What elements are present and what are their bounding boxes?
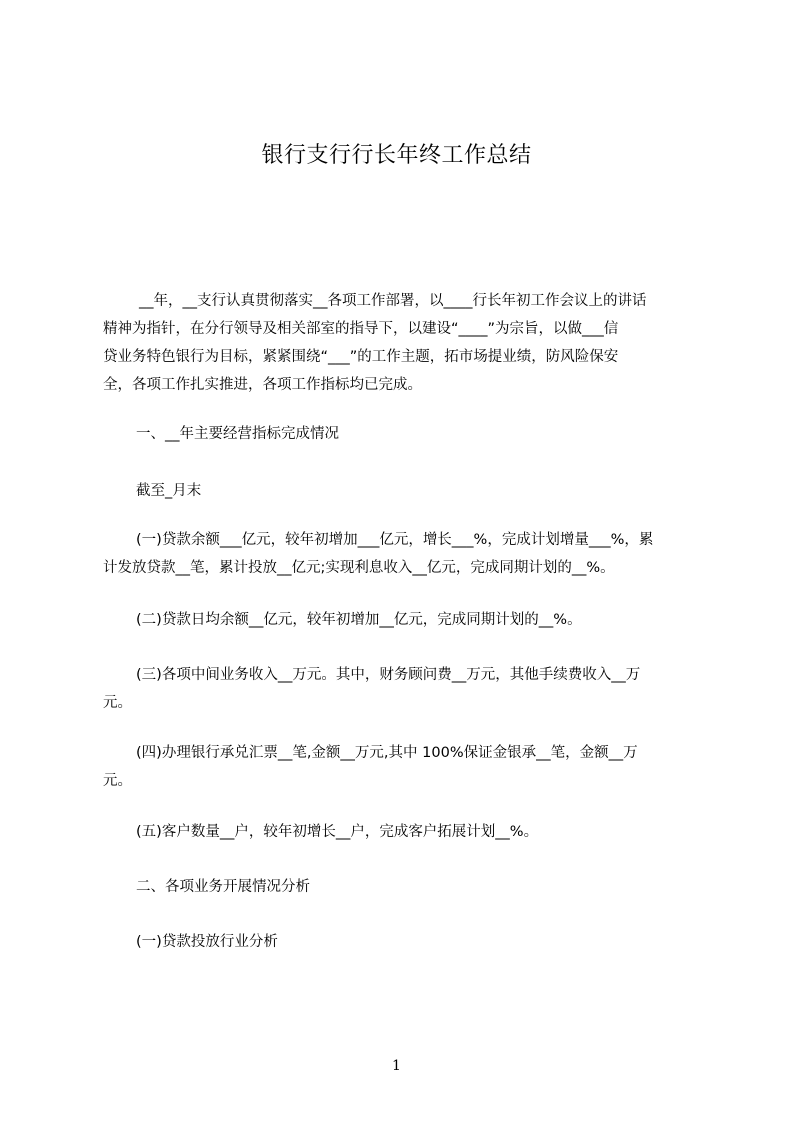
item-5-paragraph (103, 818, 701, 846)
intro-line-4: 全，各项工作扎实推进，各项工作指标均已完成。 (103, 377, 422, 393)
intro-paragraph (103, 287, 701, 399)
item-2-line-1: (二)贷款日均余额__亿元，较年初增加__亿元，完成同期计划的__%。 (136, 612, 582, 628)
as-of-line (103, 477, 701, 505)
as-of-text: 截至_月末 (136, 483, 202, 499)
document-title: 银行支行行长年终工作总结 (261, 143, 532, 168)
item-4-line-1: (四)办理银行承兑汇票__笔,金额__万元,其中 100%保证金银承__笔，金额__万 (136, 745, 638, 761)
section-1-heading-text: 一、__年主要经营指标完成情况 (136, 426, 339, 442)
sub-1-heading (103, 928, 701, 956)
section-1-heading (103, 420, 701, 448)
item-1-line-1: (一)贷款余额___亿元，较年初增加___亿元，增长___%，完成计划增量___%，累 (136, 532, 654, 548)
item-4-line-2: 元。 (103, 773, 132, 789)
section-2-heading (103, 873, 701, 901)
item-1-line-2: 计发放贷款__笔，累计投放__亿元;实现利息收入__亿元，完成同期计划的__%。 (103, 560, 615, 576)
intro-line-3: 贷业务特色银行为目标，紧紧围绕“___”的工作主题，拓市场提业绩，防风险保安 (103, 349, 619, 365)
item-2-paragraph (103, 606, 701, 634)
item-3-line-1: (三)各项中间业务收入__万元。其中，财务顾问费__万元，其他手续费收入__万 (136, 667, 641, 683)
item-5-line-1: (五)客户数量__户，较年初增长__户，完成客户拓展计划__%。 (136, 824, 539, 840)
item-1-paragraph (103, 526, 701, 582)
intro-line-2: 精神为指针，在分行领导及相关部室的指导下，以建设“____”为宗旨，以做___信 (103, 321, 619, 337)
item-3-line-2: 元。 (103, 695, 132, 711)
sub-1-heading-text: (一)贷款投放行业分析 (136, 934, 278, 950)
page-number: 1 (392, 1058, 401, 1074)
item-4-paragraph (103, 739, 701, 795)
section-2-heading-text: 二、各项业务开展情况分析 (136, 879, 310, 895)
intro-line-1: __年，__支行认真贯彻落实__各项工作部署，以____行长年初工作会议上的讲话 (139, 293, 647, 309)
item-3-paragraph (103, 661, 701, 717)
